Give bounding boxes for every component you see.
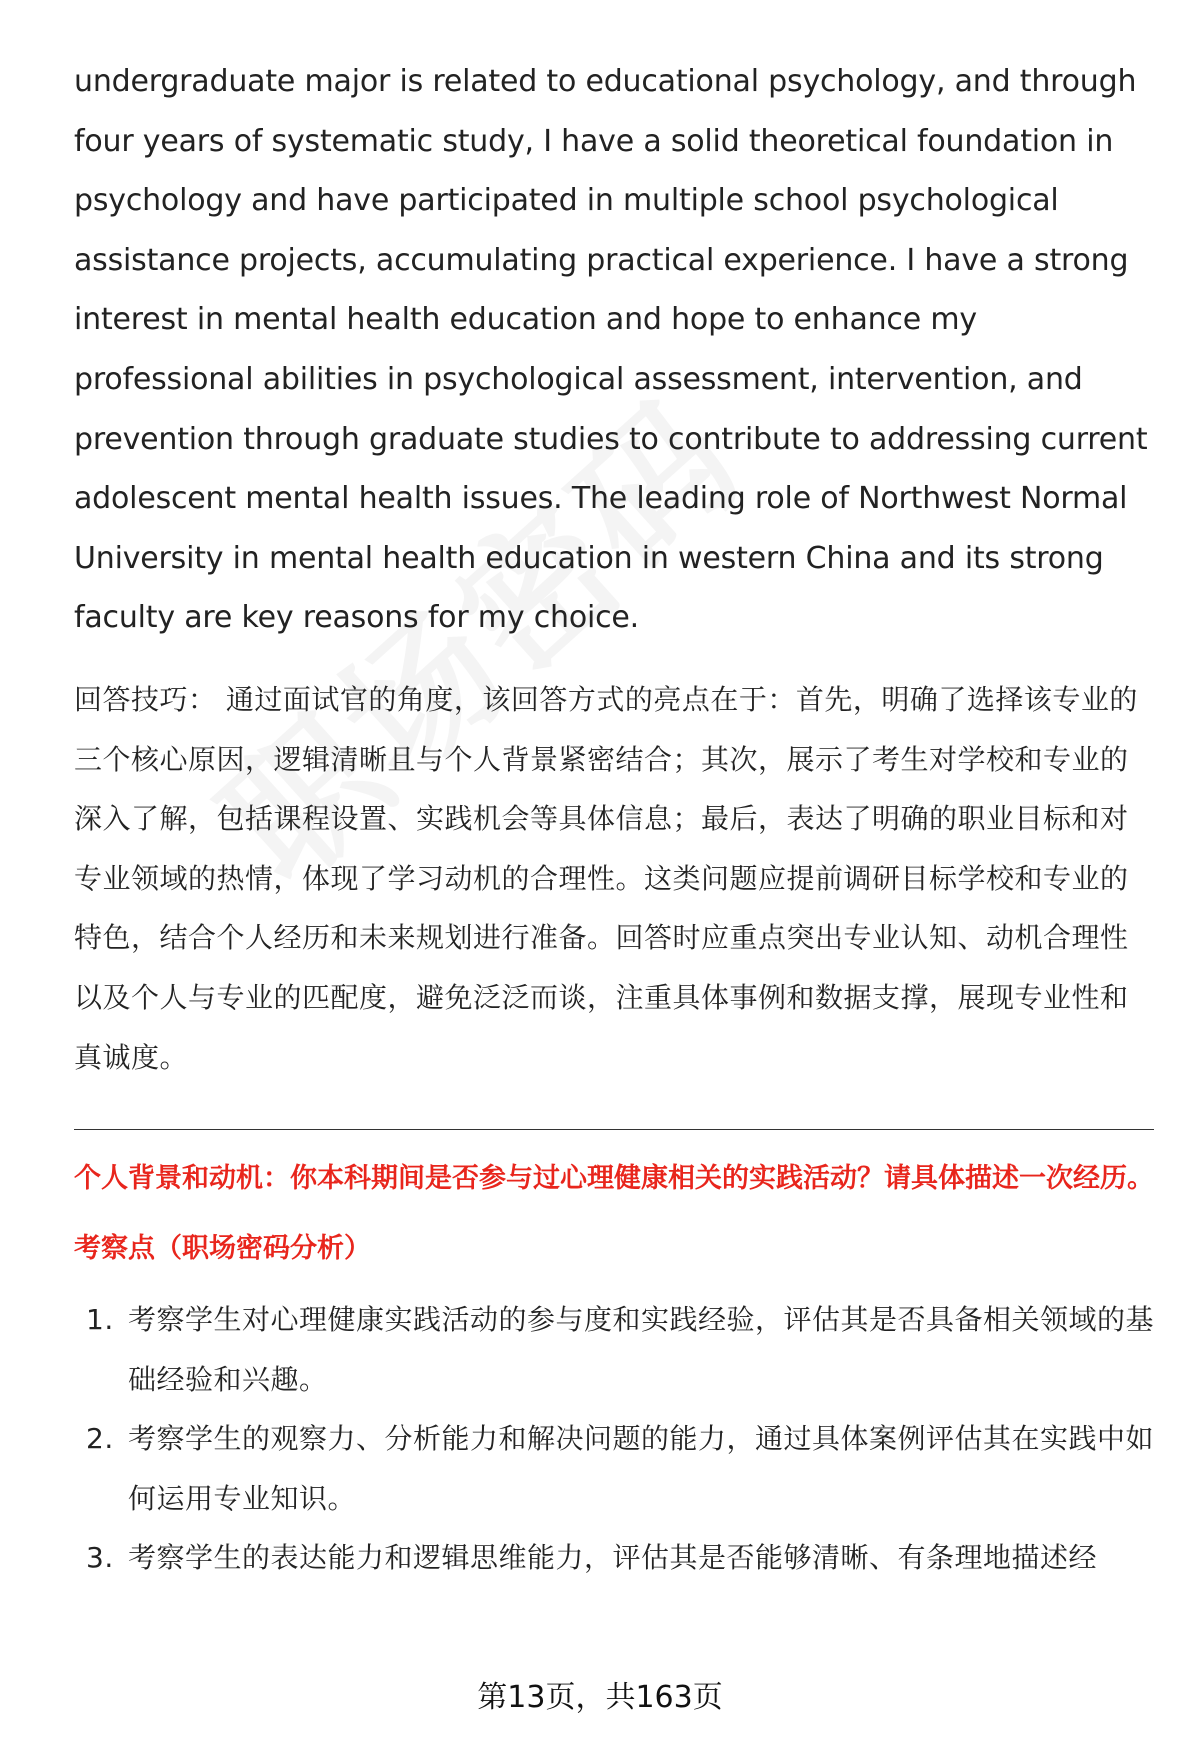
- list-item-text: 考察学生的表达能力和逻辑思维能力，评估其是否能够清晰、有条理地描述经: [128, 1541, 1098, 1575]
- answer-paragraph-en: undergraduate major is related to educational psychology, and through four years of systematic study, I have a solid theoretical foundation in psychology and have participated in multiple school psychological assistance projects, accumulating practical experience. I have a strong interest in mental health education and hope to enhance my professional abilities in psychological assessment, intervention, and prevention through graduate studies to contribute to addressing current adolescent mental health issues. The leading role of Northwest Normal University in mental health education in western China and its strong faculty are key reasons for my choice.: [74, 64, 1148, 636]
- list-item-number: 1.: [86, 1303, 114, 1337]
- document-body: [74, 52, 1154, 1588]
- list-item-number: 3.: [86, 1541, 114, 1575]
- list-item-text: 考察学生对心理健康实践活动的参与度和实践经验，评估其是否具备相关领域的基础经验和兴趣。: [128, 1303, 1155, 1396]
- question-heading: 个人背景和动机：你本科期间是否参与过心理健康相关的实践活动？请具体描述一次经历。: [74, 1163, 1154, 1195]
- assessment-points-list: [74, 1290, 1154, 1588]
- list-item-number: 2.: [86, 1422, 114, 1456]
- section-divider: [74, 1129, 1154, 1130]
- list-item-text: 考察学生的观察力、分析能力和解决问题的能力，通过具体案例评估其在实践中如何运用专业知识。: [128, 1422, 1155, 1515]
- tip-label: 回答技巧：: [74, 682, 217, 716]
- list-item: [74, 1290, 1154, 1409]
- section-heading: 考察点（职场密码分析）: [74, 1233, 371, 1265]
- tip-text: 通过面试官的角度，该回答方式的亮点在于：首先，明确了选择该专业的三个核心原因，逻辑清晰且与个人背景紧密结合；其次，展示了考生对学校和专业的深入了解，包括课程设置、实践机会等具体信息；最后，表达了明确的职业目标和对专业领域的热情，体现了学习动机的合理性。这类问题应提前调研目标学校和专业的特色，结合个人经历和未来规划进行准备。回答时应重点突出专业认知、动机合理性以及个人与专业的匹配度，避免泛泛而谈，注重具体事例和数据支撑，展现专业性和真诚度。: [74, 682, 1138, 1074]
- list-item: [74, 1528, 1154, 1588]
- list-item: [74, 1409, 1154, 1528]
- answer-tip-paragraph: [74, 670, 1154, 1087]
- page-number-footer: 第13页，共163页: [477, 1680, 723, 1715]
